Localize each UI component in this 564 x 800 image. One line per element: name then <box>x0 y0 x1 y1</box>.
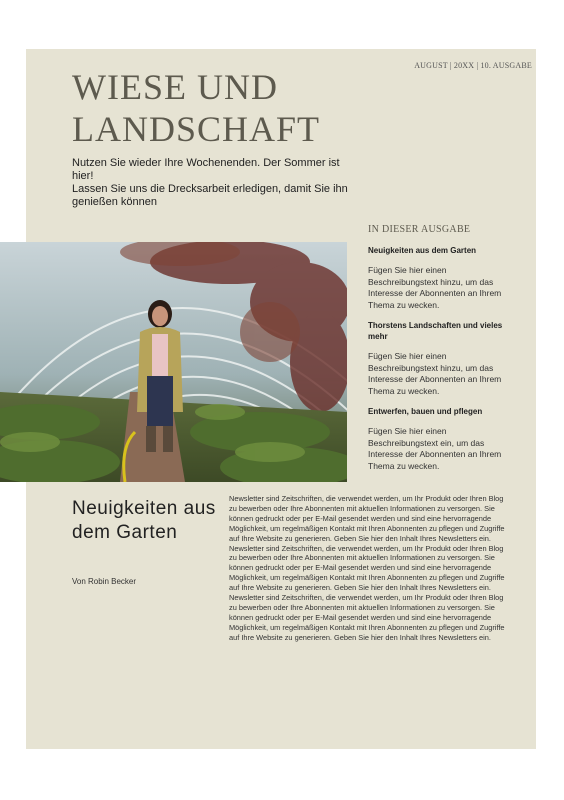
sidebar-item-title: Neuigkeiten aus dem Garten <box>368 246 477 255</box>
sidebar-item-title: Thorstens Landschaften und vieles mehr <box>368 321 503 341</box>
sidebar-heading: IN DIESER AUSGABE <box>368 224 471 235</box>
sidebar-item-title: Entwerfen, bauen und pflegen <box>368 407 483 416</box>
article-paragraph: Newsletter sind Zeitschriften, die verwendet werden, um Ihr Produkt oder Ihren Blog zu bewerben oder Ihre Abonnenten mit aktuellen Informationen zu versorgen. Sie können gedruckt oder per E-Mail gesendet werden und sind eine hervorragende Möglichkeit, um regelmäßigen Kontakt mit Ihren Abonnenten zu pflegen und Zugriffe auf Ihre Website zu generieren. Geben Sie hier den Inhalt Ihres Newsletters ein. <box>229 543 505 593</box>
sidebar-item-desc: Fügen Sie hier einen Beschreibungstext hinzu, um das Interesse der Abonnenten an Ihrem Thema zu wecken. <box>368 351 502 396</box>
article-paragraph: Newsletter sind Zeitschriften, die verwendet werden, um Ihr Produkt oder Ihren Blog zu bewerben oder Ihre Abonnenten mit aktuellen Informationen zu versorgen. Sie können gedruckt oder per E-Mail gesendet werden und sind eine hervorragende Möglichkeit, um regelmäßigen Kontakt mit Ihren Abonnenten zu pflegen und Zugriffe auf Ihre Website zu generieren. Geben Sie hier den Inhalt Ihres Newsletters ein. <box>229 494 505 543</box>
article-title: Neuigkeiten aus dem Garten <box>72 498 216 543</box>
greenhouse-photo <box>0 242 347 482</box>
article-byline: Von Robin Becker <box>72 577 137 586</box>
in-this-issue-sidebar <box>368 224 512 481</box>
intro-line-1: Nutzen Sie wieder Ihre Wochenenden. Der Sommer ist hier! <box>72 157 340 182</box>
sidebar-item-desc: Fügen Sie hier einen Beschreibungstext hinzu, um das Interesse der Abonnenten an Ihrem Thema zu wecken. <box>368 265 502 310</box>
article-paragraph: Newsletter sind Zeitschriften, die verwendet werden, um Ihr Produkt oder Ihren Blog zu bewerben oder Ihre Abonnenten mit aktuellen Informationen zu versorgen. Sie können gedruckt oder per E-Mail gesendet werden und sind eine hervorragende Möglichkeit, um regelmäßigen Kontakt mit Ihren Abonnenten zu pflegen und Zugriffe auf Ihre Website zu generieren. Geben Sie hier den Inhalt Ihres Newsletters ein. <box>229 593 505 642</box>
sidebar-item-desc: Fügen Sie hier einen Beschreibungstext ein, um das Interesse der Abonnenten an Ihrem Thema zu wecken. <box>368 426 502 471</box>
intro-line-2: Lassen Sie uns die Drecksarbeit erledigen, damit Sie ihn genießen können <box>72 183 348 208</box>
intro-text <box>72 157 362 209</box>
issue-line: AUGUST | 20XX | 10. AUSGABE <box>414 61 532 70</box>
newsletter-title: WIESE UND LANDSCHAFT <box>72 67 321 149</box>
article-body <box>229 494 507 643</box>
